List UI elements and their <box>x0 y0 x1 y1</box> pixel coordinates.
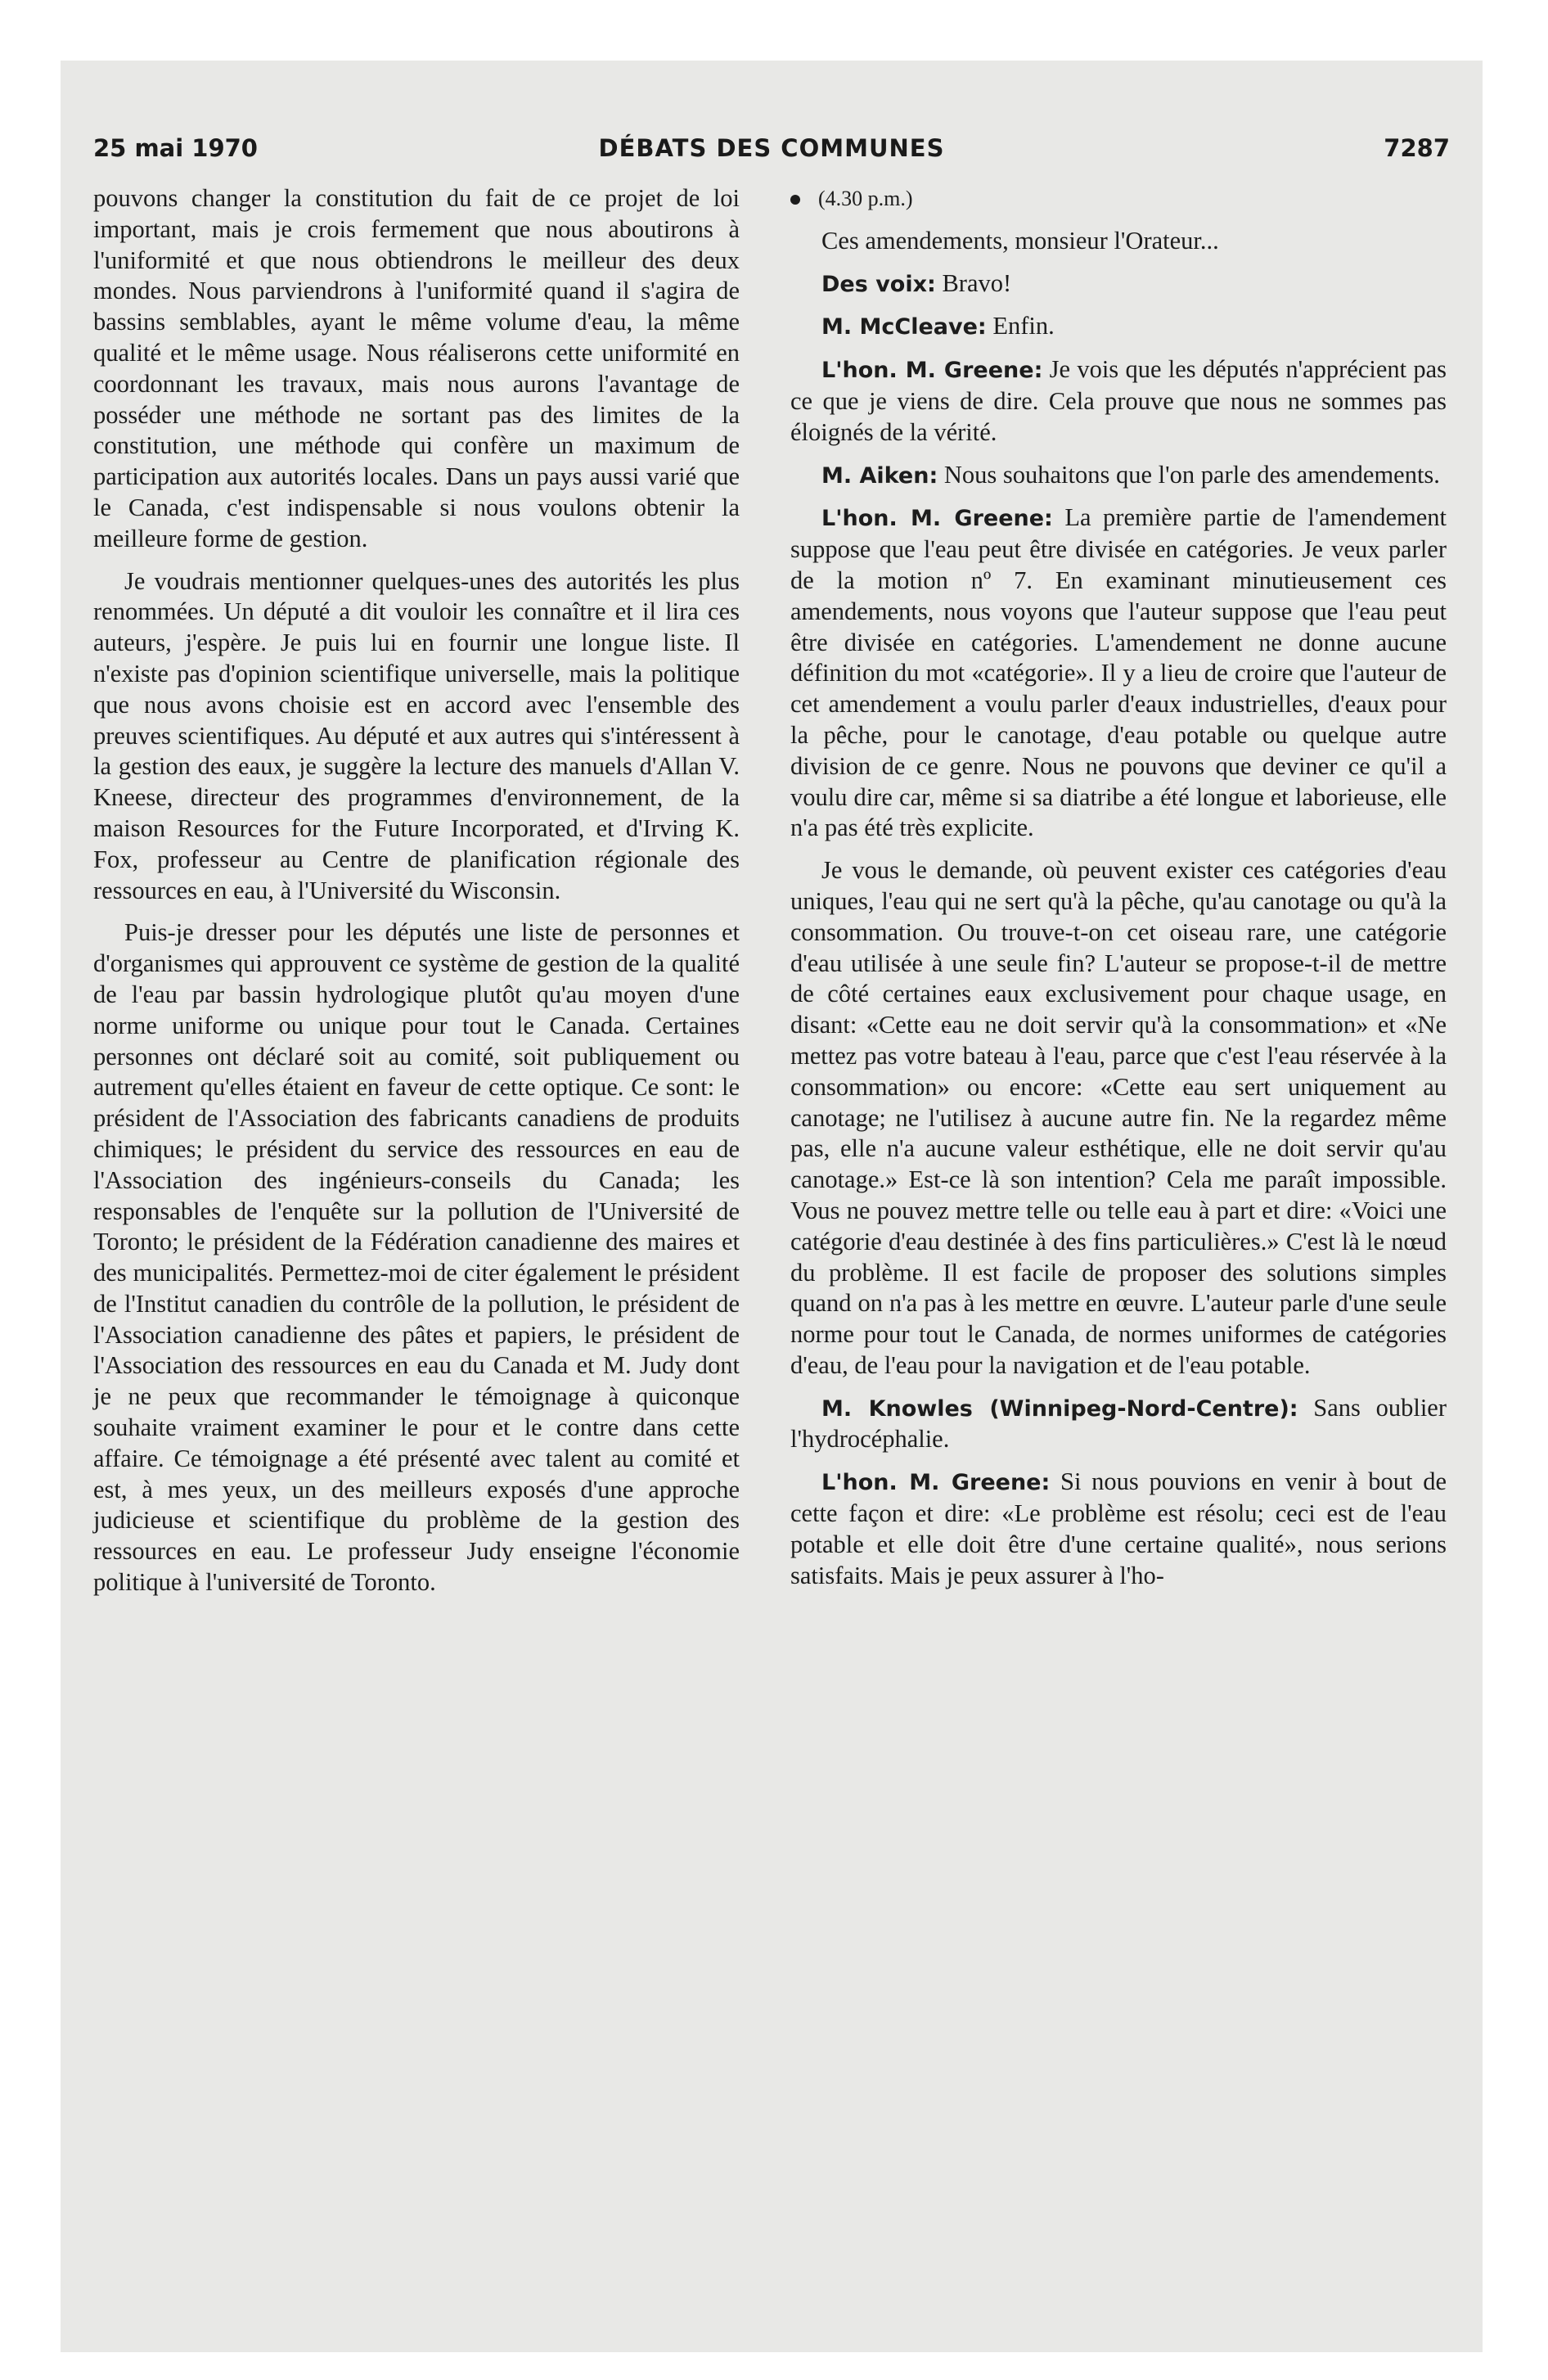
speaker-name: M. Knowles (Winnipeg-Nord-Centre): <box>821 1395 1298 1422</box>
speech-entry <box>790 311 1447 343</box>
speech-text: Je vous le demande, où peuvent exister ces catégories d'eau uniques, l'eau qui ne sert qu'à la pêche, qu'au canotage ou qu'à la consommation. Ou trouve-t-on cet oiseau rare, une catégorie d'eau utilisée à une seule fin? L'auteur se propose-t-il de mettre de côté certaines eaux exclusivement pour chaque usage, en disant: «Cette eau ne doit servir qu'à la consommation» et «Ne mettez pas votre bateau à l'eau, parce que c'est l'eau réservée à la consommation» ou encore: «Cette eau sert uniquement au canotage; ne l'utilisez à aucune autre fin. Ne la regardez même pas, elle n'a aucune valeur esthétique, elle ne doit servir qu'au canotage.» Est-ce là son intention? Cela me paraît impossible. Vous ne pouvez mettre telle ou telle eau à part et dire: «Voici une catégorie d'eau destinée à des fins particulières.» C'est là le nœud du problème. Il est facile de proposer des solutions simples quand on n'a pas à les mettre en œuvre. L'auteur parle d'une seule norme pour tout le Canada, de normes uniformes de catégories d'eau, de l'eau pour la navigation et de l'eau potable. <box>790 856 1447 1379</box>
paragraph: Je voudrais mentionner quelques-unes des autorités les plus renommées. Un député a dit vouloir les connaître et il lira ces auteurs, j'espère. Je puis lui en fournir une longue liste. Il n'existe pas d'opinion scientifique universelle, mais la politique que nous avons choisie est en accord avec l'ensemble des preuves scientifiques. Au député et aux autres qui s'intéressent à la gestion des eaux, je suggère la lecture des manuels d'Allan V. Kneese, directeur des programmes d'environnement, de la maison Resources for the Future Incorporated, et d'Irving K. Fox, professeur au Centre de planification régionale des ressources en eau, à l'Université du Wisconsin. <box>93 566 740 904</box>
speech-text: Enfin. <box>992 312 1055 340</box>
paragraph: pouvons changer la constitution du fait de ce projet de loi important, mais je crois fermement que nous aboutirons à l'uniformité et que nous obtiendrons le meilleur des deux mondes. Nous parviendrons à l'uniformité quand il s'agira de bassins semblables, ayant le même volume d'eau, la même qualité et le même usage. Nous réaliserons cette uniformité en coordonnant les travaux, mais nous aurons l'avantage de posséder une méthode ne sortant pas des limites de la constitution, une méthode qui confère un maximum de participation aux autorités locales. Dans un pays aussi varié que le Canada, c'est indispensable si nous voulons obtenir la meilleure forme de gestion. <box>93 184 740 552</box>
page-header <box>93 134 1450 175</box>
paragraph: Ces amendements, monsieur l'Orateur... <box>821 226 1219 255</box>
bullet-icon <box>790 195 800 205</box>
speech-text: La première partie de l'amendement suppose que l'eau peut être divisée en catégories. Je veux parler de la motion nº 7. En examinant minutieusement ces amendements, nous voyons que l'auteur suppose que l'eau peut être divisée en catégories. L'amendement ne donne aucune définition du mot «catégorie». Il y a lieu de croire que l'auteur de cet amendement a voulu parler d'eaux industrielles, d'eaux pour la pêche, pour le canotage, d'eau potable ou quelque autre division de ce genre. Nous ne pouvons que deviner ce qu'il a voulu dire car, même si sa diatribe a été longue et laborieuse, elle n'a pas été très explicite. <box>790 503 1447 842</box>
paragraph <box>790 855 1447 1382</box>
page <box>61 61 1483 2352</box>
left-column <box>93 183 740 1610</box>
right-column <box>790 183 1447 1602</box>
speaker-name: M. Aiken: <box>821 462 938 489</box>
time-marker <box>790 183 1447 214</box>
speech-text: Sans oublier l'hydrocéphalie. <box>790 1393 1447 1454</box>
time-text: (4.30 p.m.) <box>818 187 913 210</box>
speech-entry <box>790 354 1447 448</box>
paragraph: Puis-je dresser pour les députés une liste de personnes et d'organismes qui approuvent ce système de gestion de la qualité de l'eau par bassin hydrologique plutôt qu'au moyen d'une norme uniforme ou unique pour tout le Canada. Certaines personnes ont déclaré soit au comité, soit publiquement ou autrement qu'elles étaient en faveur de cette optique. Ce sont: le président de l'Association des fabricants canadiens de produits chimiques; le président du service des ressources en eau de l'Association des ingénieurs-conseils du Canada; les responsables de l'enquête sur la pollution de l'Université de Toronto; le président de la Fédération canadienne des maires et des municipalités. Permettez-moi de citer également le président de l'Institut canadien du contrôle de la pollution, le président de l'Association canadienne des pâtes et papiers, le président de l'Association des ressources en eau du Canada et M. Judy dont je ne peux que recommander le témoignage à quiconque souhaite vraiment examiner le pour et le contre dans cette affaire. Ce témoignage a été présenté avec talent au comité et est, à mes yeux, un des meilleurs exposés d'une approche judicieuse et scientifique du problème de la gestion des ressources en eau. Le professeur Judy enseigne l'économie politique à l'université de Toronto. <box>93 918 740 1597</box>
speaker-name: L'hon. M. Greene: <box>821 506 1053 532</box>
speech-entry <box>790 1467 1447 1591</box>
speech-entry <box>790 503 1447 844</box>
speaker-name: L'hon. M. Greene: <box>821 358 1043 384</box>
page-number: 7287 <box>1384 134 1450 162</box>
speaker-name: M. McCleave: <box>821 314 987 340</box>
speaker-name: L'hon. M. Greene: <box>821 1470 1051 1496</box>
speaker-name: Des voix: <box>821 271 936 297</box>
header-date: 25 mai 1970 <box>93 134 258 162</box>
speech-entry <box>790 268 1447 300</box>
speech-text: Si nous pouvions en venir à bout de cette façon et dire: «Le problème est résolu; ceci est de l'eau potable et elle doit être d'une certaine qualité», nous serions satisfaits. Mais je peux assurer à l'ho- <box>790 1467 1447 1589</box>
speech-text: Bravo! <box>942 268 1012 297</box>
header-title: DÉBATS DES COMMUNES <box>598 134 945 162</box>
speech-text: Nous souhaitons que l'on parle des amendements. <box>943 460 1440 489</box>
speech-entry <box>790 460 1447 492</box>
speech-entry <box>790 1393 1447 1456</box>
speech-text: Je vois que les députés n'apprécient pas ce que je viens de dire. Cela prouve que nous ne sommes pas éloignés de la vérité. <box>790 355 1447 446</box>
